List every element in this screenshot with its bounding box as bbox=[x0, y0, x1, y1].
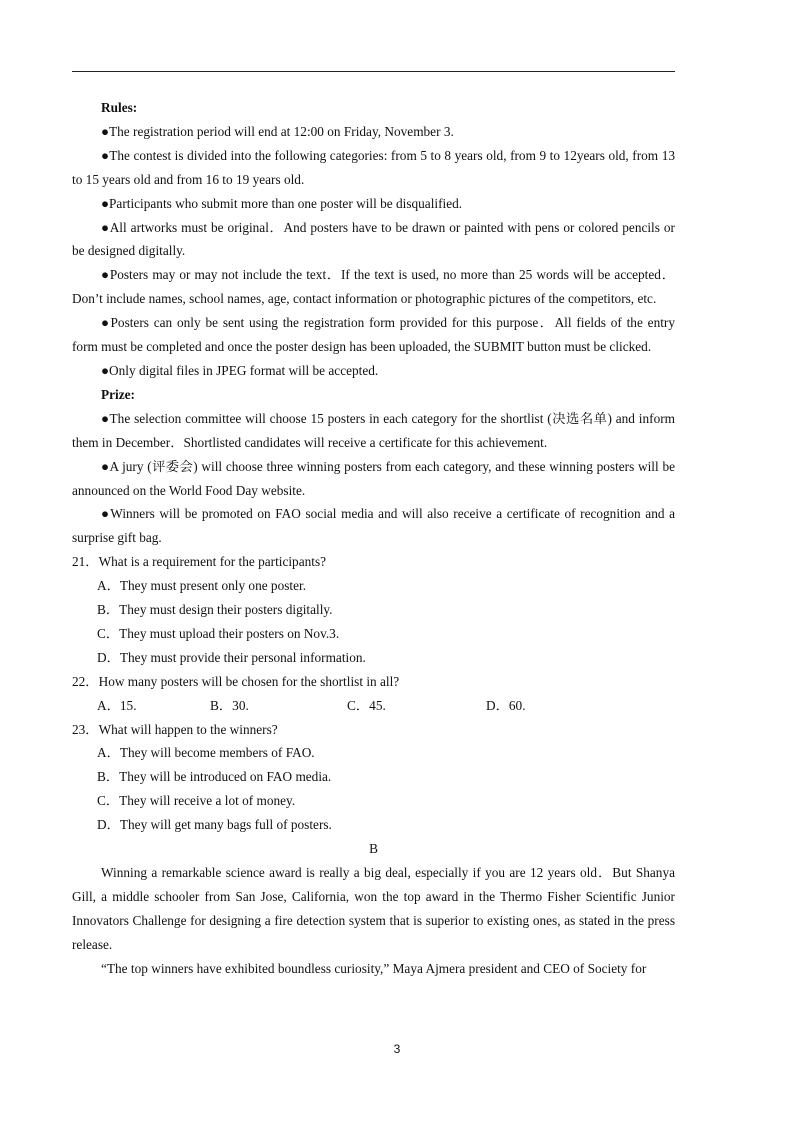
prize-item: ●Winners will be promoted on FAO social media and will also receive a certificate of recognition and a surprise gift bag. bbox=[72, 506, 675, 546]
question-23-option-d: D．They will get many bags full of posters. bbox=[97, 817, 332, 833]
question-22-stem: 22．How many posters will be chosen for the shortlist in all? bbox=[72, 673, 400, 689]
question-22-option-a: A．15. bbox=[97, 697, 137, 713]
question-22-option-d: D．60. bbox=[486, 697, 526, 713]
rules-item: ●The contest is divided into the following categories: from 5 to 8 years old, from 9 to 12years old, from 13 to 15 years old and from 16 to 19 years old. bbox=[72, 147, 675, 187]
question-22-options bbox=[72, 694, 675, 718]
passage-b-label: B bbox=[369, 841, 378, 857]
rules-item: ●The registration period will end at 12:00 on Friday, November 3. bbox=[101, 123, 454, 139]
question-23-option-a: A．They will become members of FAO. bbox=[97, 745, 315, 761]
prize-item: ●The selection committee will choose 15 posters in each category for the shortlist (决选名单) and inform them in December．Shortlisted candidates will receive a certificate for this achievement. bbox=[72, 410, 675, 450]
passage-b-paragraph: Winning a remarkable science award is really a big deal, especially if you are 12 years old．But Shanya Gill, a middle schooler from San Jose, California, won the top award in the Thermo Fisher Scientific Junior Innovators Challenge for designing a fire detection system that is superior to existing ones, as stated in the press release. bbox=[72, 865, 675, 952]
rules-item: ●Posters may or may not include the text．If the text is used, no more than 25 words will be accepted．Don’t include names, school names, age, contact information or photographic pictures of the competitors, etc. bbox=[72, 267, 675, 307]
rules-item: ●Posters can only be sent using the registration form provided for this purpose．All fields of the entry form must be completed and once the poster design has been uploaded, the SUBMIT button must be clicked. bbox=[72, 315, 675, 355]
rules-item: ●Only digital files in JPEG format will be accepted. bbox=[101, 362, 379, 378]
document-body bbox=[72, 96, 675, 981]
page-number: 3 bbox=[393, 1042, 401, 1056]
rules-item: ●All artworks must be original．And posters have to be drawn or painted with pens or colored pencils or be designed digitally. bbox=[72, 219, 675, 259]
question-21-option-d: D．They must provide their personal information. bbox=[97, 649, 366, 665]
question-23-option-c: C．They will receive a lot of money. bbox=[97, 793, 296, 809]
header-rule bbox=[72, 71, 675, 72]
passage-b-paragraph: “The top winners have exhibited boundless curiosity,” Maya Ajmera president and CEO of Society for bbox=[101, 960, 647, 976]
rules-heading: Rules: bbox=[101, 100, 138, 115]
question-22-option-b: B．30. bbox=[210, 697, 249, 713]
question-21-stem: 21．What is a requirement for the participants? bbox=[72, 554, 327, 570]
question-23-stem: 23．What will happen to the winners? bbox=[72, 721, 278, 737]
question-22-option-c: C．45. bbox=[347, 697, 386, 713]
question-21-option-c: C．They must upload their posters on Nov.3. bbox=[97, 625, 340, 641]
rules-item: ●Participants who submit more than one poster will be disqualified. bbox=[101, 195, 463, 211]
prize-item: ●A jury (评委会) will choose three winning posters from each category, and these winning posters will be announced on the World Food Day website. bbox=[72, 458, 675, 498]
question-21-option-a: A．They must present only one poster. bbox=[97, 578, 307, 594]
question-21-option-b: B．They must design their posters digitally. bbox=[97, 602, 333, 618]
question-23-option-b: B．They will be introduced on FAO media. bbox=[97, 769, 332, 785]
prize-heading: Prize: bbox=[101, 386, 135, 402]
